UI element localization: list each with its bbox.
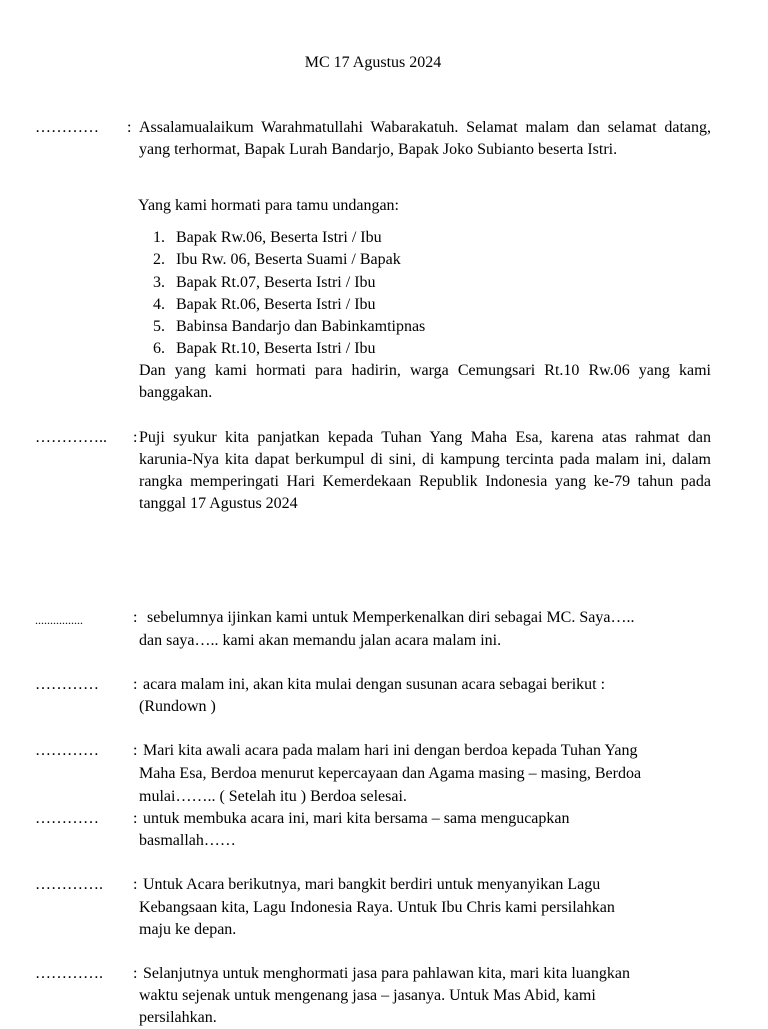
tribute-line-1: Selanjutnya untuk menghormati jasa para pahlawan kita, mari kita luangkan	[143, 965, 630, 982]
basmallah-line-1: untuk membuka acara ini, mari kita bersama – sama mengucapkan	[143, 810, 570, 827]
speaker-placeholder: ………….	[35, 965, 103, 982]
colon: :	[133, 609, 138, 626]
guest-name: Ibu Rw. 06, Beserta Suami / Bapak	[176, 251, 401, 269]
guest-list-item	[139, 294, 425, 316]
colon: :	[133, 429, 138, 446]
colon: :	[133, 676, 138, 693]
guests-intro: Yang kami hormati para tamu undangan:	[138, 197, 399, 214]
anthem-line-1: Untuk Acara berikutnya, mari bangkit berdiri untuk menyanyikan Lagu	[143, 876, 601, 893]
rundown-line-1: acara malam ini, akan kita mulai dengan susunan acara sebagai berikut :	[143, 676, 606, 693]
rundown-line-2: (Rundown )	[139, 698, 216, 715]
greeting-paragraph: Assalamualaikum Warahmatullahi Wabarakatuh. Selamat malam dan selamat datang, yang terhormat, Bapak Lurah Bandarjo, Bapak Joko Subianto beserta Istri.	[139, 119, 711, 158]
prayer-line-2: Maha Esa, Berdoa menurut kepercayaan dan Agama masing – masing, Berdoa	[139, 765, 642, 782]
colon: :	[127, 119, 132, 136]
speaker-placeholder: …………..	[35, 429, 107, 446]
guest-name: Bapak Rw.06, Beserta Istri / Ibu	[176, 229, 382, 246]
colon: :	[133, 742, 138, 759]
colon: :	[133, 965, 138, 982]
speaker-placeholder: …………	[35, 676, 99, 693]
guest-name: Bapak Rt.07, Beserta Istri / Ibu	[176, 273, 376, 291]
closing-paragraph: Dan yang kami hormati para hadirin, warga Cemungsari Rt.10 Rw.06 yang kami banggakan.	[139, 362, 711, 401]
guest-name: Babinsa Bandarjo dan Babinkamtipnas	[176, 318, 426, 336]
list-number: 3.	[153, 273, 165, 291]
guest-list-item	[139, 338, 425, 360]
speaker-placeholder: …………	[35, 742, 99, 759]
list-number: 1.	[153, 229, 165, 246]
speaker-placeholder: ………….	[35, 876, 103, 893]
guest-list-item	[139, 249, 425, 271]
anthem-line-3: maju ke depan.	[139, 921, 237, 938]
colon: :	[133, 876, 138, 893]
thanksgiving-paragraph: Puji syukur kita panjatkan kepada Tuhan Yang Maha Esa, karena atas rahmat dan karunia-Nya kita dapat berkumpul di sini, di kampung tercinta pada malam ini, dalam rangka memperingati Hari Kemerdekaan Republik Indonesia yang ke-79 tahun pada tanggal 17 Agustus 2024	[139, 429, 711, 512]
list-number: 2.	[153, 251, 165, 269]
tribute-line-3: persilahkan.	[139, 1009, 217, 1026]
anthem-line-2: Kebangsaan kita, Lagu Indonesia Raya. Untuk Ibu Chris kami persilahkan	[139, 899, 615, 916]
list-number: 5.	[153, 318, 165, 336]
speaker-placeholder: ................	[35, 613, 83, 627]
guest-list	[139, 227, 425, 361]
guest-list-item	[139, 227, 425, 249]
guest-name: Bapak Rt.10, Beserta Istri / Ibu	[176, 340, 376, 358]
document-title: MC 17 Agustus 2024	[304, 54, 442, 71]
intro-line-2: dan saya….. kami akan memandu jalan acara malam ini.	[139, 632, 502, 649]
speaker-placeholder: …………	[35, 810, 99, 827]
guest-list-item	[139, 272, 425, 294]
guest-list-item	[139, 316, 425, 338]
guest-name: Bapak Rt.06, Beserta Istri / Ibu	[176, 295, 376, 313]
intro-line-1: sebelumnya ijinkan kami untuk Memperkenalkan diri sebagai MC. Saya…..	[147, 609, 635, 626]
prayer-line-3: mulai…….. ( Setelah itu ) Berdoa selesai.	[139, 788, 407, 805]
speaker-placeholder: …………	[35, 119, 99, 136]
colon: :	[133, 810, 138, 827]
list-number: 6.	[153, 340, 165, 358]
tribute-line-2: waktu sejenak untuk mengenang jasa – jasanya. Untuk Mas Abid, kami	[139, 987, 596, 1004]
prayer-line-1: Mari kita awali acara pada malam hari ini dengan berdoa kepada Tuhan Yang	[143, 742, 638, 759]
list-number: 4.	[153, 295, 165, 313]
basmallah-line-2: basmallah……	[139, 832, 236, 849]
